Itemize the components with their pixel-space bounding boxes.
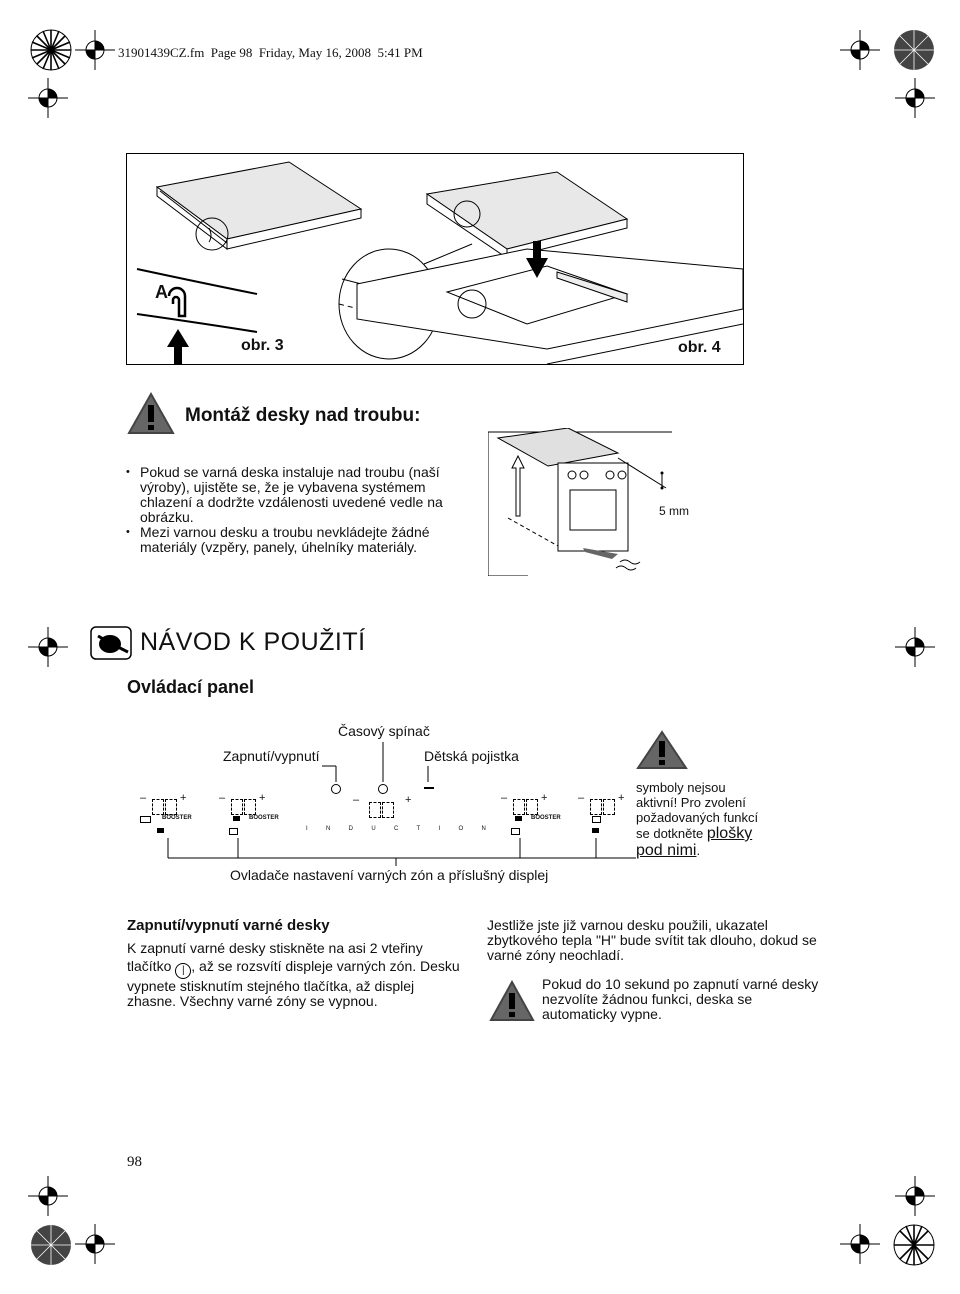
zone-indicator (511, 828, 520, 835)
booster-label: BOOSTER (162, 815, 192, 821)
power-label: Zapnutí/vypnutí (223, 748, 320, 764)
zone-control (578, 792, 636, 838)
zone-control (501, 792, 561, 838)
zone-display (152, 799, 164, 815)
onoff-button-word: tlačítko (127, 958, 172, 974)
booster-label: BOOSTER (249, 815, 279, 821)
timer-label: Časový spínač (338, 723, 430, 739)
auto-off-warning: Pokud do 10 sekund po zapnutí varné desky nezvolíte žádnou funkci, deska se automaticky vypne. (542, 976, 819, 1022)
induction-text: I N D U C T I O N (306, 826, 491, 832)
crosshair-mark-icon (28, 1176, 68, 1216)
oven-clearance-figure (488, 428, 689, 576)
zone-display (526, 799, 538, 815)
hand-touch-icon (90, 626, 132, 660)
timer-display (382, 802, 394, 818)
zone-display (513, 799, 525, 815)
crosshair-mark-icon (28, 627, 68, 667)
plus-button[interactable]: + (541, 792, 548, 804)
crosshair-mark-icon (895, 627, 935, 667)
plus-button[interactable]: + (180, 792, 187, 804)
booster-button[interactable] (233, 816, 240, 821)
zone-indicator (592, 828, 599, 833)
booster-button[interactable] (140, 816, 151, 823)
zone-display (590, 799, 602, 815)
onoff-paragraph-2 (127, 959, 463, 1009)
crosshair-mark-icon (28, 78, 68, 118)
controls-description-label: Ovladače nastavení varných zón a příslušný displej (230, 867, 549, 883)
hob-installation-drawing (127, 154, 743, 364)
booster-button[interactable] (592, 816, 601, 823)
mounting-bullet-list (126, 465, 462, 555)
page-number: 98 (127, 1154, 142, 1170)
list-item: • Pokud se varná deska instaluje nad troubu (naší výroby), ujistěte se, že je vybavena systémem chlazení a dodržte vzdálenosti uvedené vedle na obrázku. (126, 465, 462, 525)
booster-button[interactable] (515, 816, 522, 821)
residual-heat-text: Jestliže jste již varnou desku použili, ukazatel zbytkového tepla "H" bude svítit tak dlouho, dokud se varné zóny neochladí. (487, 917, 817, 963)
plus-button[interactable]: + (618, 792, 625, 804)
oven-diagram (488, 428, 672, 576)
child-lock-label: Dětská pojistka (424, 748, 519, 764)
warning-triangle-icon (127, 392, 175, 435)
onoff-paragraph-1: K zapnutí varné desky stiskněte na asi 2 vteřiny (127, 940, 423, 956)
installation-figure (126, 153, 744, 365)
warning-triangle-icon (489, 980, 535, 1022)
onoff-paragraph-rest: , až se rozsvítí displeje varných zón. Desku vypnete stisknutím stejného tlačítka, až displej zhasne. Všechny varné zóny se vypnou. (127, 958, 460, 1009)
crosshair-mark-icon (75, 1224, 115, 1264)
zone-control (219, 792, 279, 838)
symbols-note-period: . (696, 843, 701, 858)
zone-display (165, 799, 177, 815)
minus-button[interactable]: – (578, 792, 585, 804)
mounting-title: Montáž desky nad troubu: (185, 405, 421, 426)
key-lock-icon[interactable] (424, 787, 434, 789)
booster-label: BOOSTER (531, 815, 561, 821)
registration-sunburst-icon (29, 1223, 73, 1267)
control-panel-diagram (126, 720, 636, 890)
zone-indicator (229, 828, 238, 835)
usage-title: NÁVOD K POUŽITÍ (140, 628, 366, 656)
list-item: • Mezi varnou desku a troubu nevkládejte žádné materiály (vzpěry, panely, úhelníky materiály. (126, 525, 462, 555)
zone-display (231, 799, 243, 815)
zone-display (603, 799, 615, 815)
print-header-line: 31901439CZ.fm Page 98 Friday, May 16, 2008 5:41 PM (118, 45, 423, 60)
control-panel-subtitle: Ovládací panel (127, 677, 255, 697)
crosshair-mark-icon (895, 78, 935, 118)
figure-a-label: A (155, 282, 168, 302)
registration-sunburst-icon (29, 28, 73, 72)
crosshair-mark-icon (840, 30, 880, 70)
timer-icon[interactable] (378, 784, 388, 794)
minus-button[interactable]: – (353, 794, 360, 806)
plus-button[interactable]: + (405, 794, 412, 806)
registration-sunburst-icon (892, 28, 936, 72)
zone-indicator (157, 828, 164, 833)
timer-display (369, 802, 381, 818)
fig3-caption: obr. 3 (241, 337, 284, 354)
power-button-icon[interactable] (331, 784, 341, 794)
onoff-title: Zapnutí/vypnutí varné desky (127, 917, 330, 934)
zone-control (140, 792, 200, 838)
warning-triangle-icon (636, 730, 688, 770)
gap-dimension-label: 5 mm (659, 504, 689, 518)
timer-control (306, 780, 491, 840)
plus-button[interactable]: + (259, 792, 266, 804)
symbols-note-text: symboly nejsou aktivní! Pro zvolení požadovaných funkcí se dotkněte (636, 780, 759, 841)
crosshair-mark-icon (75, 30, 115, 70)
zone-display (244, 799, 256, 815)
symbols-note (636, 780, 764, 859)
minus-button[interactable]: – (501, 792, 508, 804)
crosshair-mark-icon (840, 1224, 880, 1264)
symbols-note-emphasis: plošky pod nimi (636, 825, 753, 859)
registration-sunburst-icon (892, 1223, 936, 1267)
fig4-caption: obr. 4 (678, 339, 721, 356)
minus-button[interactable]: – (219, 792, 226, 804)
power-symbol-icon: | (175, 963, 191, 979)
crosshair-mark-icon (895, 1176, 935, 1216)
minus-button[interactable]: – (140, 792, 147, 804)
